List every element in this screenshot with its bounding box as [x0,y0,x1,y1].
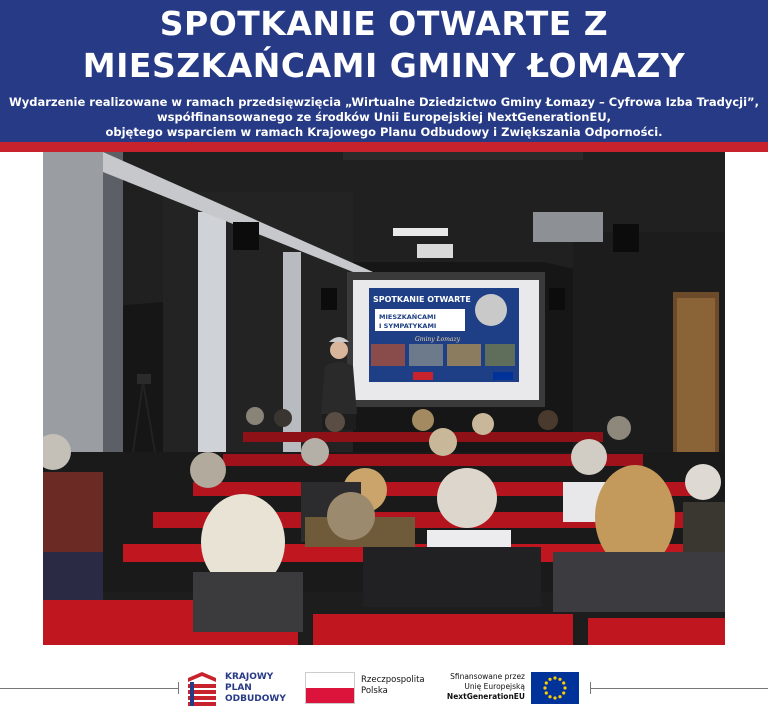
front-viewer-bald [437,468,497,528]
eu-label [440,672,525,702]
rp-label: Rzeczpospolita Polska [361,675,425,696]
eu-line-1: Sfinansowane przez [450,672,525,681]
projector [417,244,453,258]
footer-divider-left [0,688,178,689]
poland-flag-icon [305,672,355,704]
eu-line-3: NextGenerationEU [446,692,525,701]
accent-stripe [0,142,768,152]
header-banner [0,0,768,146]
footer-logos [0,660,768,720]
subtitle [0,95,768,140]
subtitle-line-2: współfinansowanego ze środków Unii Europejskiej NextGenerationEU, [156,110,612,124]
kpo-emblem-icon [188,672,220,706]
cinema-hall-illustration [43,152,725,645]
footer-tick-left [178,682,179,694]
subtitle-line-3: objętego wsparciem w ramach Krajowego Planu Odbudowy i Zwiększania Odporności. [105,125,663,139]
page-title [0,0,768,87]
footer-tick-right [590,682,591,694]
screen-line-3: I SYMPATYKAMI [379,322,437,330]
screen-line-2: MIESZKAŃCAMI [379,313,436,321]
title-line-2: MIESZKAŃCAMI GMINY ŁOMAZY [82,46,686,85]
footer-divider-right [590,688,768,689]
event-photo [43,152,725,645]
eu-flag-icon [531,672,579,704]
title-line-1: SPOTKANIE OTWARTE Z [159,4,609,43]
screen-title: SPOTKANIE OTWARTE [373,295,471,304]
kpo-label: KRAJOWY PLAN ODBUDOWY [225,672,286,704]
kpo-logo [188,672,298,708]
subtitle-line-1: Wydarzenie realizowane w ramach przedsięwzięcia „Wirtualne Dziedzictwo Gminy Łomazy – Cyfrowa Izba Tradycji”, [9,95,759,109]
eu-line-2: Unię Europejską [464,682,525,691]
screen-line-4: Gminy Łomazy [415,336,461,343]
